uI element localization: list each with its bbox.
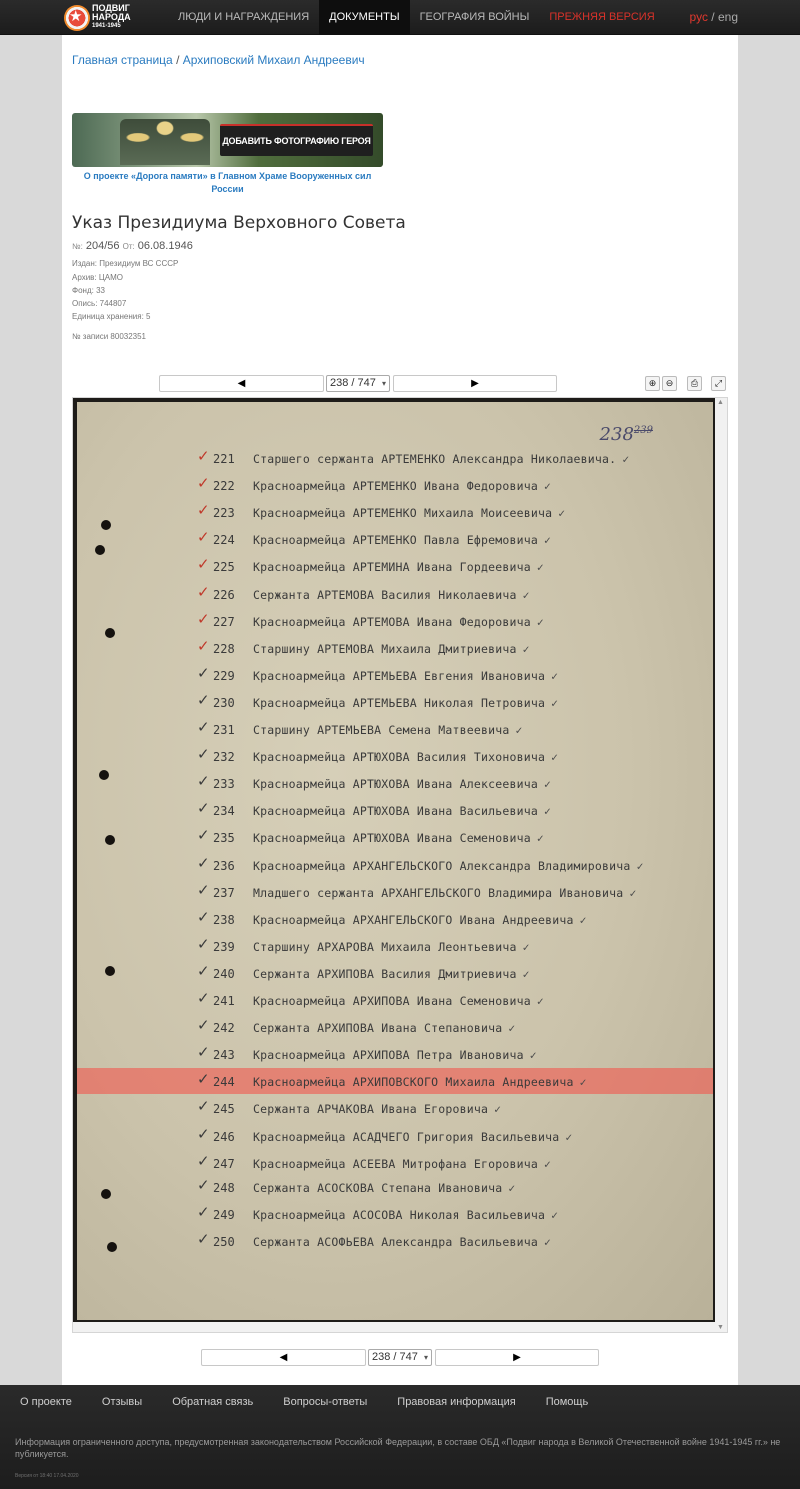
row-check-icon: ✓ bbox=[551, 695, 559, 710]
row-check-icon: ✓ bbox=[522, 641, 530, 656]
row-text: Красноармейца АРТЕМЕНКО Михаила Моисеевича bbox=[253, 506, 553, 521]
footer bbox=[0, 1385, 800, 1489]
version-info: Версия от 18:40 17.04.2020 bbox=[15, 1473, 79, 1479]
row-check-icon: ✓ bbox=[536, 994, 544, 1008]
scroll-down-icon[interactable]: ▼ bbox=[717, 1324, 724, 1331]
chevron-right-icon: ▶ bbox=[513, 1352, 521, 1363]
document-viewer[interactable] bbox=[72, 397, 728, 1333]
table-row bbox=[77, 987, 713, 1013]
row-text-wrap bbox=[253, 506, 565, 520]
row-check-icon: ✓ bbox=[536, 614, 544, 629]
row-text: Старшину АРХАРОВА Михаила Леонтьевича bbox=[253, 939, 517, 954]
main-panel bbox=[62, 35, 738, 1385]
checkmark-icon: ✓ bbox=[197, 881, 210, 899]
table-row bbox=[77, 635, 713, 661]
checkmark-icon: ✓ bbox=[197, 637, 210, 655]
row-check-icon: ✓ bbox=[515, 723, 523, 737]
footer-link-legal[interactable]: Правовая информация bbox=[397, 1396, 516, 1408]
row-text: Старшину АРТЕМОВА Михаила Дмитриевича bbox=[253, 641, 517, 656]
row-number: 241 bbox=[213, 994, 235, 1008]
row-text: Красноармейца АРТЕМИНА Ивана Гордеевича bbox=[253, 560, 531, 575]
row-text-wrap bbox=[253, 669, 558, 683]
row-text-wrap bbox=[253, 560, 544, 574]
table-row bbox=[77, 933, 713, 959]
row-number: 242 bbox=[213, 1021, 235, 1036]
row-text-wrap bbox=[253, 1048, 537, 1062]
row-number: 233 bbox=[213, 777, 235, 792]
checkmark-icon: ✓ bbox=[197, 448, 210, 465]
row-check-icon: ✓ bbox=[579, 912, 587, 927]
next-page-button[interactable] bbox=[393, 375, 557, 392]
row-check-icon: ✓ bbox=[558, 506, 566, 521]
row-text-wrap bbox=[253, 940, 530, 954]
footer-link-about[interactable]: О проекте bbox=[20, 1396, 72, 1408]
row-number: 237 bbox=[213, 885, 235, 900]
row-text: Старшину АРТЕМЬЕВА Семена Матвеевича bbox=[253, 723, 510, 737]
row-text-wrap bbox=[253, 750, 558, 764]
row-text-wrap bbox=[253, 967, 530, 981]
row-text-wrap bbox=[253, 1208, 558, 1222]
language-switch bbox=[690, 10, 738, 24]
add-hero-photo-button[interactable]: ДОБАВИТЬ ФОТОГРАФИЮ ГЕРОЯ bbox=[220, 124, 373, 156]
chevron-down-icon: ▾ bbox=[381, 379, 386, 388]
row-text-wrap bbox=[253, 777, 551, 791]
breadcrumb-current[interactable]: Архиповский Михаил Андреевич bbox=[182, 53, 365, 67]
row-number: 246 bbox=[213, 1129, 235, 1144]
top-navbar bbox=[0, 0, 800, 35]
row-check-icon: ✓ bbox=[579, 1075, 587, 1090]
row-number: 226 bbox=[213, 587, 235, 602]
checkmark-icon: ✓ bbox=[197, 529, 210, 547]
row-number: 240 bbox=[213, 966, 235, 981]
page-select-value: 238 / 747 bbox=[372, 1351, 418, 1363]
row-number: 231 bbox=[213, 723, 235, 737]
nav-previous-version[interactable]: ПРЕЖНЯЯ ВЕРСИЯ bbox=[549, 11, 655, 23]
row-number: 221 bbox=[213, 452, 235, 466]
row-check-icon: ✓ bbox=[543, 804, 552, 819]
page-select[interactable] bbox=[326, 375, 390, 392]
footer-link-faq[interactable]: Вопросы-ответы bbox=[283, 1396, 368, 1408]
row-number: 250 bbox=[213, 1234, 235, 1249]
row-text-wrap bbox=[253, 1181, 515, 1195]
row-number: 227 bbox=[213, 614, 235, 629]
row-text-wrap bbox=[253, 1235, 551, 1249]
scroll-up-icon[interactable]: ▲ bbox=[717, 399, 724, 406]
row-text-wrap bbox=[253, 642, 530, 656]
table-row bbox=[77, 689, 713, 715]
row-text-wrap bbox=[253, 615, 544, 629]
row-number: 245 bbox=[213, 1102, 235, 1117]
table-row bbox=[77, 906, 713, 932]
row-text: Красноармейца АСАДЧЕГО Григория Васильевича bbox=[253, 1129, 560, 1144]
footer-link-help[interactable]: Помощь bbox=[545, 1396, 589, 1408]
table-row bbox=[77, 770, 713, 796]
chevron-right-icon: ▶ bbox=[471, 378, 479, 389]
row-number: 225 bbox=[213, 560, 235, 575]
row-text-wrap bbox=[253, 1102, 501, 1116]
row-text-wrap bbox=[253, 886, 637, 900]
zoom-out-icon[interactable]: ⊖ bbox=[662, 376, 677, 391]
checkmark-icon: ✓ bbox=[197, 800, 210, 818]
archive: Архив: ЦАМО bbox=[72, 273, 123, 282]
row-number: 239 bbox=[213, 939, 235, 954]
row-number: 232 bbox=[213, 750, 235, 765]
table-row bbox=[77, 1041, 713, 1067]
row-text: Сержанта АРХИПОВА Ивана Степановича bbox=[253, 1021, 503, 1036]
row-check-icon: ✓ bbox=[494, 1102, 502, 1117]
row-check-icon: ✓ bbox=[543, 777, 552, 792]
row-text-wrap bbox=[253, 533, 551, 547]
row-text-wrap bbox=[253, 723, 523, 737]
checkmark-icon: ✓ bbox=[197, 719, 210, 736]
nav-war-geography[interactable]: ГЕОГРАФИЯ ВОЙНЫ bbox=[419, 11, 530, 23]
table-row bbox=[77, 824, 713, 850]
page-select-value: 238 / 747 bbox=[330, 377, 376, 389]
row-text: Красноармейца АРТЮХОВА Василия Тихоновича bbox=[253, 750, 546, 765]
row-text: Красноармейца АРТЮХОВА Ивана Семеновича bbox=[253, 831, 531, 846]
row-number: 248 bbox=[213, 1180, 235, 1195]
table-row bbox=[77, 499, 713, 525]
row-text: Красноармейца АРТЮХОВА Ивана Алексеевича bbox=[253, 777, 538, 792]
vertical-scrollbar[interactable] bbox=[715, 398, 727, 1332]
row-text: Красноармейца АРХАНГЕЛЬСКОГО Ивана Андреевича bbox=[253, 912, 574, 927]
row-text-wrap bbox=[253, 1130, 572, 1144]
checkmark-icon: ✓ bbox=[197, 664, 210, 682]
row-number: 229 bbox=[213, 668, 235, 683]
row-number: 234 bbox=[213, 804, 235, 819]
row-number: 243 bbox=[213, 1048, 235, 1063]
row-check-icon: ✓ bbox=[536, 831, 544, 846]
fullscreen-icon[interactable]: ⤢ bbox=[711, 376, 726, 391]
row-check-icon: ✓ bbox=[508, 1021, 516, 1036]
checkmark-icon: ✓ bbox=[197, 908, 210, 926]
row-text-wrap bbox=[253, 994, 544, 1008]
table-row bbox=[77, 879, 713, 905]
table-row bbox=[77, 662, 713, 688]
opis: Опись: 744807 bbox=[72, 299, 127, 308]
footer-link-reviews[interactable]: Отзывы bbox=[101, 1396, 143, 1408]
row-check-icon: ✓ bbox=[508, 1180, 516, 1195]
row-text-wrap bbox=[253, 588, 530, 602]
chevron-left-icon: ◀ bbox=[237, 378, 246, 389]
row-text: Красноармейца АРХИПОВСКОГО Михаила Андреевича bbox=[253, 1075, 574, 1090]
row-number: 236 bbox=[213, 858, 235, 873]
cathedral-image bbox=[120, 119, 210, 165]
checkmark-icon: ✓ bbox=[197, 1125, 210, 1143]
row-check-icon: ✓ bbox=[543, 479, 552, 494]
checkmark-icon: ✓ bbox=[197, 935, 210, 953]
table-row bbox=[77, 445, 713, 471]
row-text-wrap bbox=[253, 479, 551, 493]
footer-nav bbox=[15, 1396, 613, 1408]
checkmark-icon: ✓ bbox=[197, 1176, 210, 1194]
row-check-icon: ✓ bbox=[636, 858, 644, 873]
checkmark-icon: ✓ bbox=[197, 1017, 210, 1035]
table-row bbox=[77, 1174, 713, 1200]
lang-en[interactable]: eng bbox=[717, 10, 738, 24]
checkmark-icon: ✓ bbox=[197, 475, 210, 493]
breadcrumb-separator: / bbox=[172, 53, 183, 67]
page-title: Указ Президиума Верховного Совета bbox=[72, 213, 406, 233]
checkmark-icon: ✓ bbox=[197, 1071, 210, 1089]
row-text: Сержанта АРТЕМОВА Василия Николаевича bbox=[253, 587, 517, 602]
lang-ru[interactable]: рус bbox=[689, 10, 708, 24]
checkmark-icon: ✓ bbox=[197, 1203, 210, 1221]
row-number: 235 bbox=[213, 831, 235, 846]
table-row bbox=[77, 852, 713, 878]
scanned-page bbox=[77, 402, 713, 1320]
row-check-icon: ✓ bbox=[629, 885, 637, 900]
row-check-icon: ✓ bbox=[529, 1048, 537, 1063]
row-check-icon: ✓ bbox=[522, 587, 530, 602]
row-text: Младшего сержанта АРХАНГЕЛЬСКОГО Владимира Ивановича bbox=[253, 885, 624, 900]
row-text-wrap bbox=[253, 1021, 515, 1035]
document-number-line bbox=[72, 240, 193, 252]
checkmark-icon: ✓ bbox=[197, 1230, 210, 1248]
handwritten-page-number bbox=[600, 424, 653, 445]
row-text: Красноармейца АРТЕМЕНКО Ивана Федоровича bbox=[253, 479, 538, 494]
print-icon[interactable]: ⎙ bbox=[687, 376, 702, 391]
row-text: Сержанта АРХИПОВА Василия Дмитриевича bbox=[253, 966, 517, 981]
checkmark-icon: ✓ bbox=[197, 962, 210, 980]
checkmark-icon: ✓ bbox=[197, 1044, 210, 1062]
logo-years: 1941-1945 bbox=[92, 23, 121, 29]
logo-text bbox=[92, 4, 131, 30]
table-row bbox=[77, 553, 713, 579]
row-check-icon: ✓ bbox=[551, 668, 559, 683]
table-row bbox=[77, 1123, 713, 1149]
row-text-wrap bbox=[253, 1075, 587, 1089]
row-text-wrap bbox=[253, 1157, 551, 1171]
table-row bbox=[77, 526, 713, 552]
site-logo[interactable] bbox=[62, 3, 152, 33]
row-check-icon: ✓ bbox=[622, 452, 630, 466]
row-text-wrap bbox=[253, 859, 644, 873]
row-text: Красноармейца АРТЕМЬЕВА Николая Петровича bbox=[253, 695, 546, 710]
row-number: 224 bbox=[213, 533, 235, 548]
storage-unit: Единица хранения: 5 bbox=[72, 312, 151, 321]
nav-people-awards[interactable]: ЛЮДИ И НАГРАЖДЕНИЯ bbox=[178, 11, 310, 23]
checkmark-icon: ✓ bbox=[197, 1152, 210, 1170]
row-text: Красноармейца АСОСОВА Николая Васильевича bbox=[253, 1207, 546, 1222]
checkmark-icon: ✓ bbox=[197, 1098, 210, 1116]
row-number: 238 bbox=[213, 912, 235, 927]
footer-notice: Информация ограниченного доступа, предусмотренная законодательством Российской Федерации, в составе ОБД «Подвиг народа в Великой Отечественной войне 1941-1945 гг.» не публикуется. bbox=[15, 1437, 781, 1459]
row-text: Красноармейца АРХИПОВА Ивана Семеновича bbox=[253, 994, 531, 1008]
order-star-icon bbox=[64, 5, 90, 31]
row-text-wrap bbox=[253, 804, 551, 818]
issued-by: Издан: Президиум ВС СССР bbox=[72, 259, 179, 268]
row-number: 223 bbox=[213, 506, 235, 521]
row-text-wrap bbox=[253, 831, 544, 845]
row-text: Красноармейца АРТЮХОВА Ивана Васильевича bbox=[253, 804, 538, 819]
highlighted-table-row[interactable] bbox=[77, 1068, 713, 1094]
logo-line2: НАРОДА bbox=[92, 12, 131, 22]
footer-link-feedback[interactable]: Обратная связь bbox=[172, 1396, 254, 1408]
table-row bbox=[77, 1095, 713, 1121]
document-number: 204/56 bbox=[85, 240, 120, 252]
row-number: 228 bbox=[213, 641, 235, 656]
row-number: 244 bbox=[213, 1075, 235, 1090]
prev-page-button[interactable] bbox=[159, 375, 324, 392]
checkmark-icon: ✓ bbox=[197, 691, 210, 709]
prev-page-button-bottom[interactable] bbox=[201, 1349, 366, 1366]
fond: Фонд: 33 bbox=[72, 286, 105, 295]
row-text-wrap bbox=[253, 696, 558, 710]
page-number-crossed: 239 bbox=[633, 425, 653, 436]
nav-documents[interactable]: ДОКУМЕНТЫ bbox=[319, 0, 409, 35]
breadcrumb-home[interactable]: Главная страница bbox=[72, 53, 173, 67]
table-row bbox=[77, 1150, 713, 1176]
row-text: Сержанта АСОСКОВА Степана Ивановича bbox=[253, 1180, 503, 1195]
row-check-icon: ✓ bbox=[543, 533, 552, 548]
logo-line1: ПОДВИГ bbox=[92, 3, 130, 13]
row-check-icon: ✓ bbox=[522, 939, 530, 954]
row-text: Сержанта АСОФЬЕВА Александра Васильевича bbox=[253, 1234, 538, 1249]
row-text: Красноармейца АРТЕМЬЕВА Евгения Ивановича bbox=[253, 668, 546, 683]
chevron-left-icon: ◀ bbox=[279, 1352, 288, 1363]
checkmark-icon: ✓ bbox=[197, 854, 210, 872]
horizontal-scrollbar[interactable] bbox=[73, 1322, 717, 1332]
row-check-icon: ✓ bbox=[536, 560, 544, 575]
document-scan bbox=[73, 398, 715, 1323]
table-row bbox=[77, 472, 713, 498]
chevron-down-icon: ▾ bbox=[423, 1353, 428, 1362]
table-row bbox=[77, 743, 713, 769]
checkmark-icon: ✓ bbox=[197, 746, 210, 764]
document-date: 06.08.1946 bbox=[137, 240, 193, 252]
zoom-in-icon[interactable]: ⊕ bbox=[645, 376, 660, 391]
page-number: 238 bbox=[599, 424, 634, 445]
row-text: Сержанта АРЧАКОВА Ивана Егоровича bbox=[253, 1102, 489, 1117]
checkmark-icon: ✓ bbox=[197, 827, 210, 845]
table-row bbox=[77, 581, 713, 607]
row-number: 222 bbox=[213, 479, 235, 494]
checkmark-icon: ✓ bbox=[197, 583, 210, 601]
table-row bbox=[77, 960, 713, 986]
row-check-icon: ✓ bbox=[551, 750, 559, 765]
table-row bbox=[77, 608, 713, 634]
checkmark-icon: ✓ bbox=[197, 610, 210, 628]
row-text: Красноармейца АРХАНГЕЛЬСКОГО Александра Владимировича bbox=[253, 858, 631, 873]
row-number: 249 bbox=[213, 1207, 235, 1222]
row-number: 230 bbox=[213, 695, 235, 710]
row-text: Красноармейца АРТЕМОВА Ивана Федоровича bbox=[253, 614, 531, 629]
table-row bbox=[77, 797, 713, 823]
checkmark-icon: ✓ bbox=[197, 773, 210, 791]
page-select-bottom[interactable] bbox=[368, 1349, 432, 1366]
row-check-icon: ✓ bbox=[543, 1156, 552, 1171]
document-date-label: От: bbox=[122, 242, 135, 251]
table-row bbox=[77, 1201, 713, 1227]
record-number: № записи 80032351 bbox=[72, 332, 147, 341]
row-text-wrap bbox=[253, 913, 587, 927]
table-row bbox=[77, 1228, 713, 1254]
row-check-icon: ✓ bbox=[522, 966, 530, 981]
document-number-label: №: bbox=[72, 242, 83, 251]
row-text: Красноармейца АСЕЕВА Митрофана Егоровича bbox=[253, 1156, 538, 1171]
row-text: Красноармейца АРХИПОВА Петра Ивановича bbox=[253, 1048, 524, 1063]
banner-caption-link[interactable]: О проекте «Дорога памяти» в Главном Храме Вооруженных сил России bbox=[83, 171, 372, 194]
row-number: 247 bbox=[213, 1156, 235, 1171]
main-nav bbox=[168, 0, 665, 35]
checkmark-icon: ✓ bbox=[197, 990, 210, 1007]
row-check-icon: ✓ bbox=[565, 1129, 573, 1144]
row-text: Красноармейца АРТЕМЕНКО Павла Ефремовича bbox=[253, 533, 538, 548]
row-check-icon: ✓ bbox=[543, 1234, 552, 1249]
next-page-button-bottom[interactable] bbox=[435, 1349, 599, 1366]
memory-road-banner[interactable] bbox=[72, 113, 383, 167]
row-text-wrap bbox=[253, 452, 629, 466]
checkmark-icon: ✓ bbox=[197, 556, 210, 574]
checkmark-icon: ✓ bbox=[197, 502, 210, 520]
breadcrumb bbox=[72, 53, 365, 67]
table-row bbox=[77, 716, 713, 742]
row-check-icon: ✓ bbox=[551, 1207, 559, 1222]
row-text: Старшего сержанта АРТЕМЕНКО Александра Николаевича. bbox=[253, 452, 617, 466]
lang-separator: / bbox=[707, 10, 718, 24]
table-row bbox=[77, 1014, 713, 1040]
